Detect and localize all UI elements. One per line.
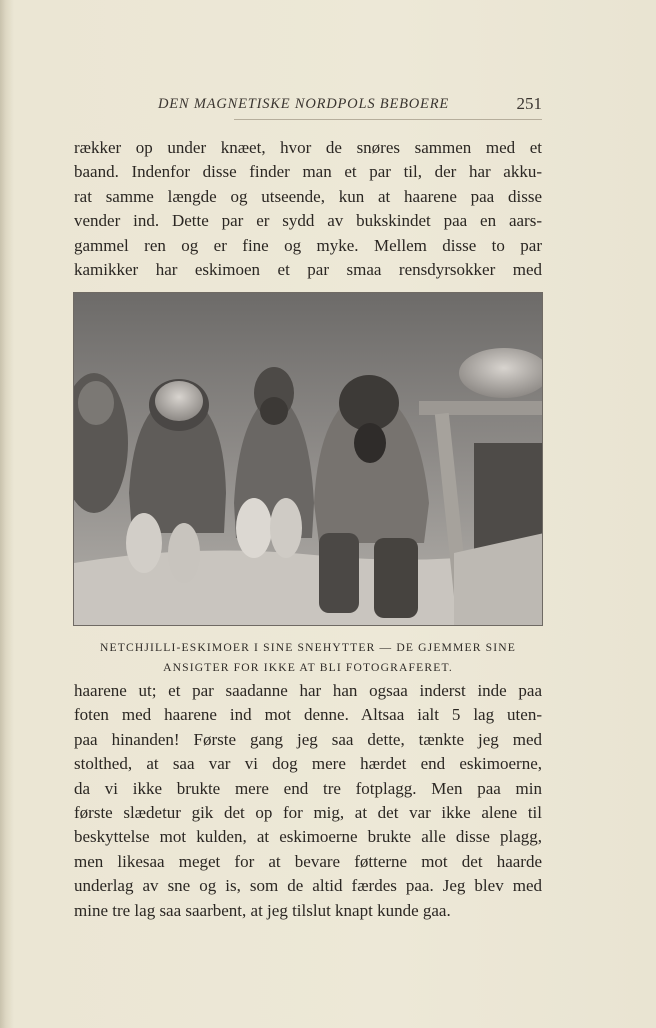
text-line: underlag av sne og is, som de altid færdes paa. Jeg blev med	[74, 876, 542, 896]
text-line: baand. Indenfor disse finder man et par til, der har akku-	[74, 162, 542, 182]
text-line: da vi ikke brukte mere end tre fotplagg. Men paa min	[74, 778, 542, 798]
text-line: men likesaa meget for at bevare føtterne mot det haarde	[74, 851, 542, 871]
text-line: paa hinanden! Første gang jeg saa dette, tænkte jeg med	[74, 729, 542, 749]
text-line: vender ind. Dette par er sydd av bukskindet paa en aars-	[74, 211, 542, 231]
text-line: stolthed, at saa var vi dog mere hærdet end eskimoerne,	[74, 754, 542, 774]
running-title: DEN MAGNETISKE NORDPOLS BEBOERE	[158, 96, 450, 112]
text-line: haarene ut; et par saadanne har han ogsaa inderst inde paa	[74, 681, 542, 700]
text-line: foten med haarene ind mot denne. Altsaa ialt 5 lag uten-	[74, 705, 542, 725]
text-line: beskyttelse mot kulden, at eskimoerne brukte alle disse plagg,	[74, 827, 542, 847]
page-number: 251	[516, 94, 542, 113]
figure-caption	[74, 638, 542, 678]
text-line: kamikker har eskimoen et par smaa rensdyrsokker med	[74, 259, 542, 279]
text-line: mine tre lag saa saarbent, at jeg tilslut knapt kunde gaa.	[74, 900, 451, 920]
photograph-eskimos-in-snow-hut	[73, 292, 543, 626]
paragraph-bottom	[74, 679, 542, 923]
running-head	[74, 96, 542, 118]
text-line: rat samme længde og utseende, kun at haarene paa disse	[74, 186, 542, 206]
text-line: rækker op under knæet, hvor de snøres sammen med et	[74, 138, 542, 157]
caption-line: NETCHJILLI-ESKIMOER I SINE SNEHYTTER — DE GJEMMER SINE	[99, 641, 516, 654]
text-line: første slædetur gik det op for mig, at det var ikke alene til	[74, 802, 542, 822]
photo-illustration	[74, 293, 543, 626]
header-rule	[234, 119, 542, 120]
text-line: gammel ren og er fine og myke. Mellem disse to par	[74, 235, 542, 255]
paragraph-top	[74, 136, 542, 282]
caption-line: ANSIGTER FOR IKKE AT BLI FOTOGRAFERET.	[163, 661, 453, 674]
